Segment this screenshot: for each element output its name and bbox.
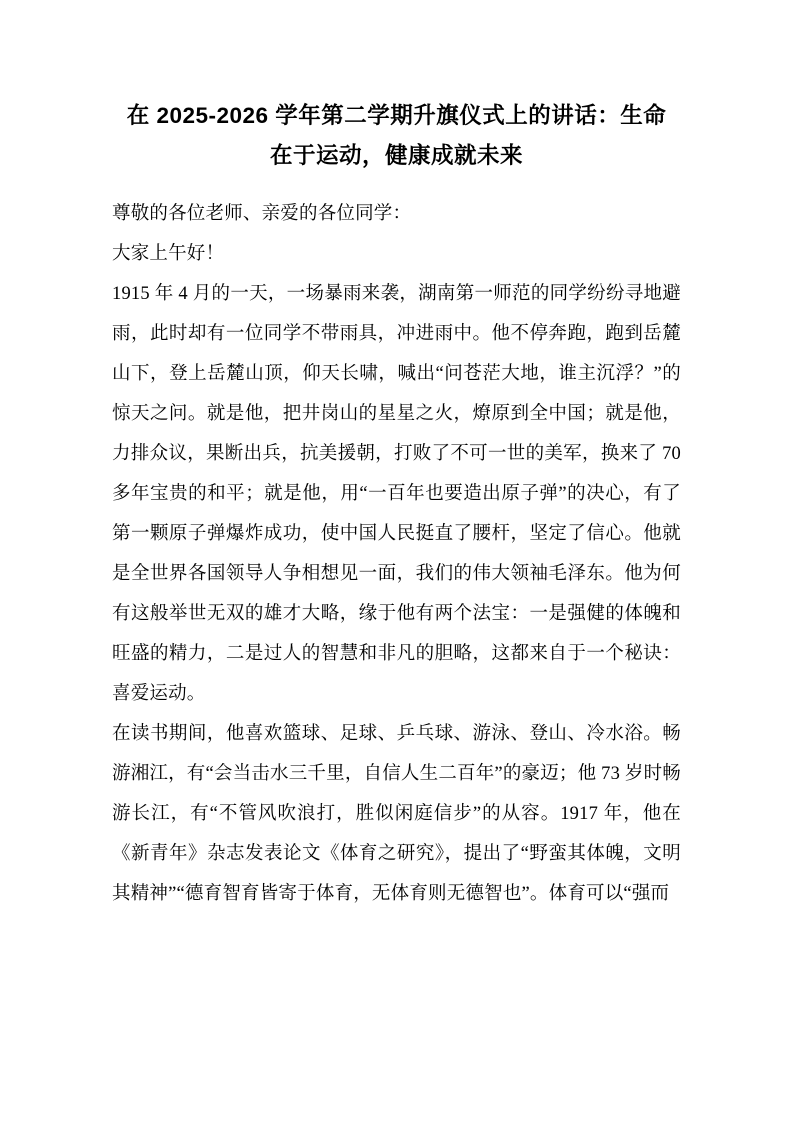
greeting-line: 大家上午好！ bbox=[112, 244, 225, 264]
body-paragraph-1: 1915 年 4 月的一天，一场暴雨来袭，湖南第一师范的同学纷纷寻地避雨，此时却有一位同学不带雨具，冲进雨中。他不停奔跑，跑到岳麓山下，登上岳麓山顶，仰天长啸，喊出“问苍茫大地，谁主沉浮？”的惊天之问。就是他，把井岗山的星星之火，燎原到全中国；就是他，力排众议，果断出兵，抗美援朝，打败了不可一世的美军，换来了 70 多年宝贵的和平；就是他，用“一百年也要造出原子弹”的决心，有了第一颗原子弹爆炸成功，使中国人民挺直了腰杆，坚定了信心。他就是全世界各国领导人争相想见一面，我们的伟大领袖毛泽东。他为何有这般举世无双的雄才大略，缘于他有两个法宝：一是强健的体魄和旺盛的精力，二是过人的智慧和非凡的胆略，这都来自于一个秘诀：喜爱运动。 bbox=[112, 284, 681, 704]
page-title: 在 2025-2026 学年第二学期升旗仪式上的讲话：生命在于运动，健康成就未来 bbox=[126, 103, 667, 168]
body-paragraph-2: 在读书期间，他喜欢篮球、足球、乒乓球、游泳、登山、冷水浴。畅游湘江，有“会当击水三千里，自信人生二百年”的豪迈；他 73 岁时畅游长江，有“不管风吹浪打，胜似闲庭信步”的从容。1917 年，他在《新青年》杂志发表论文《体育之研究》，提出了“野蛮其体魄，文明其精神”“德育智育皆寄于体育，无体育则无德智也”。体育可以“强而 bbox=[112, 724, 681, 904]
salutation-line: 尊敬的各位老师、亲爱的各位同学： bbox=[112, 204, 412, 224]
